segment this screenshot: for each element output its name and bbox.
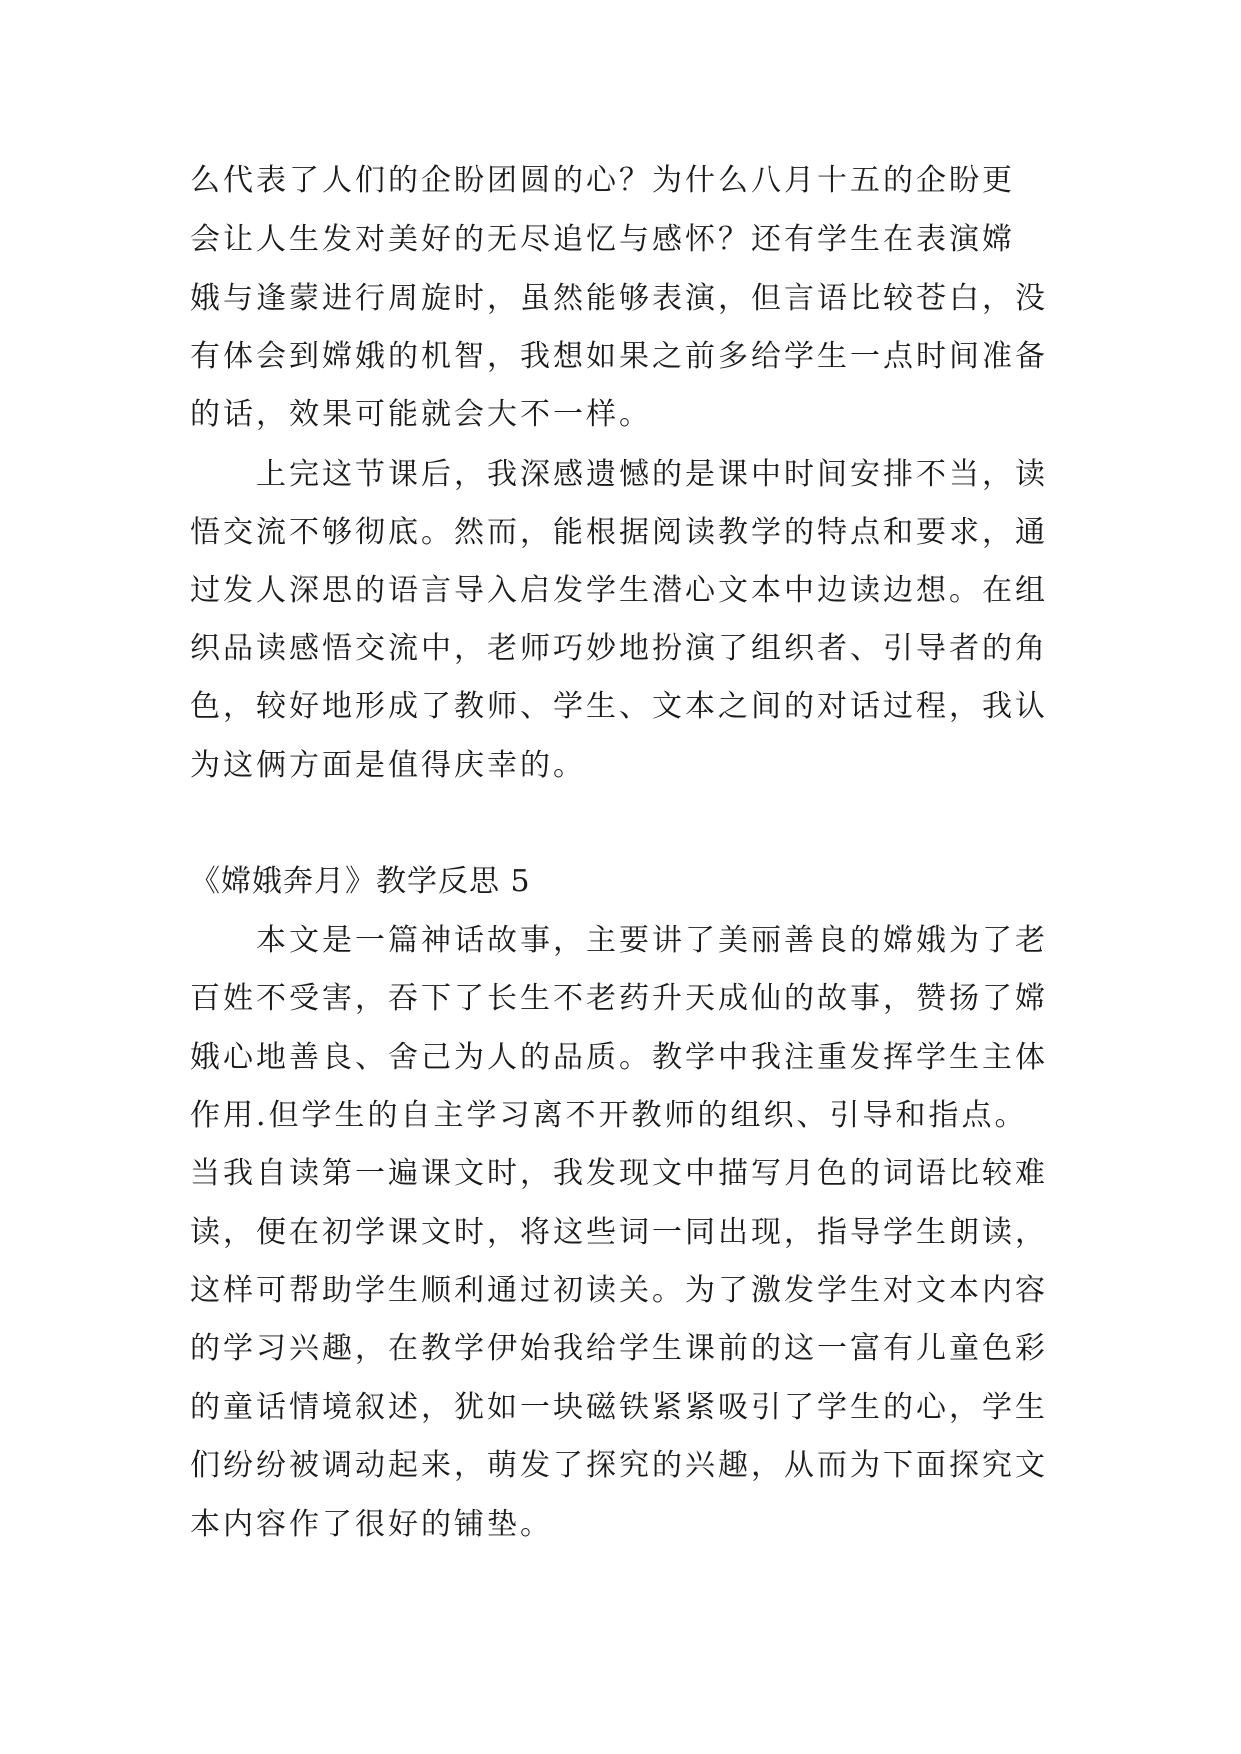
paragraph-line: 读，便在初学课文时，将这些词一同出现，指导学生朗读， [190, 1215, 1048, 1250]
paragraph-line: 上完这节课后，我深感遗憾的是课中时间安排不当，读 [256, 457, 1048, 492]
paragraph-line: 当我自读第一遍课文时，我发现文中描写月色的词语比较难 [190, 1156, 1048, 1191]
paragraph-line: 本内容作了很好的铺垫。 [190, 1507, 553, 1542]
paragraph-line: 的童话情境叙述，犹如一块磁铁紧紧吸引了学生的心，学生 [190, 1390, 1048, 1425]
paragraph-line: 悟交流不够彻底。然而，能根据阅读教学的特点和要求，通 [190, 515, 1048, 550]
section-heading: 《嫦娥奔月》教学反思 5 [190, 864, 531, 899]
paragraph-line: 有体会到嫦娥的机智，我想如果之前多给学生一点时间准备 [190, 339, 1048, 374]
paragraph-line: 织品读感悟交流中，老师巧妙地扮演了组织者、引导者的角 [190, 631, 1048, 666]
paragraph-line: 过发人深思的语言导入启发学生潜心文本中边读边想。在组 [190, 573, 1048, 608]
paragraph-line: 的话，效果可能就会大不一样。 [190, 397, 652, 432]
paragraph-line: 本文是一篇神话故事，主要讲了美丽善良的嫦娥为了老 [256, 923, 1048, 958]
paragraph-line: 么代表了人们的企盼团圆的心？为什么八月十五的企盼更 [190, 163, 1015, 198]
paragraph-line: 作用.但学生的自主学习离不开教师的组织、引导和指点。 [190, 1098, 1028, 1133]
paragraph-line: 的学习兴趣，在教学伊始我给学生课前的这一富有儿童色彩 [190, 1331, 1048, 1366]
paragraph-line: 会让人生发对美好的无尽追忆与感怀？还有学生在表演嫦 [190, 222, 1015, 257]
paragraph-line: 色，较好地形成了教师、学生、文本之间的对话过程，我认 [190, 689, 1048, 724]
paragraph-line: 娥心地善良、舍己为人的品质。教学中我注重发挥学生主体 [190, 1040, 1048, 1075]
paragraph-line: 娥与逢蒙进行周旋时，虽然能够表演，但言语比较苍白，没 [190, 281, 1048, 316]
paragraph-line: 百姓不受害，吞下了长生不老药升天成仙的故事，赞扬了嫦 [190, 981, 1048, 1016]
paragraph-line: 这样可帮助学生顺利通过初读关。为了激发学生对文本内容 [190, 1273, 1048, 1308]
paragraph-line: 为这俩方面是值得庆幸的。 [190, 748, 586, 783]
paragraph-line: 们纷纷被调动起来，萌发了探究的兴趣，从而为下面探究文 [190, 1448, 1048, 1483]
